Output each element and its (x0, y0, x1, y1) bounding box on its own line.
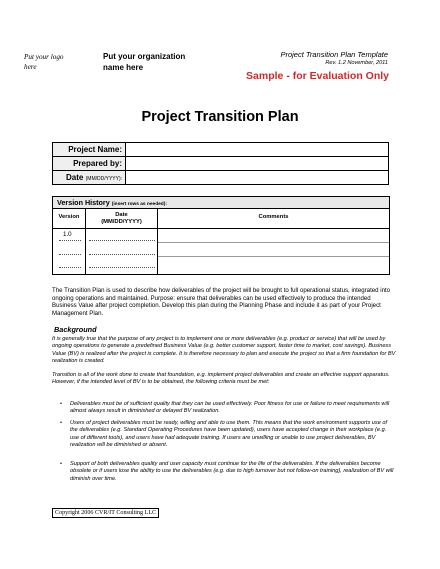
organization-name-placeholder: Put your organization name here (103, 52, 186, 72)
row-divider (89, 267, 155, 268)
bullet-marker: • (60, 461, 62, 467)
row-divider (59, 267, 81, 268)
sample-notice: Sample - for Evaluation Only (246, 70, 389, 82)
background-heading: Background (54, 325, 97, 334)
copyright-notice: Copyright 2006 CVR/IT Consulting LLC (52, 508, 159, 518)
bullet-marker: • (60, 420, 62, 426)
column-header-date-format: (MM/DD/YYYY) (101, 219, 142, 225)
version-history-header (53, 197, 389, 209)
column-header-date (86, 212, 157, 226)
header-divider (53, 228, 389, 229)
template-revision: Rev. 1.2 November, 2011 (325, 60, 388, 66)
date-format-hint: (MM/DD/YYYY): (85, 176, 122, 182)
background-paragraph-1: It is generally true that the purpose of any project is to implement one or more deliverables (e.g. product or service) that will be used by ongoing operations to generate a predefined Business Value (e.g. better customer support, faster time to market, cost savings). Business Value (BV) is realized after the project is complete. It is therefore necessary to plan and execute the project so that a firm foundation for BV realization is created. (52, 336, 396, 365)
intro-paragraph: The Transition Plan is used to describe how deliverables of the project will be brought to full operational status, integrated into ongoing operations and maintained. Purpose: ensure that deliverables can be used effectively to produce the intended Business Value after project completion. Develop this plan during the Planning Phase and include it as part of your Project Management Plan. (52, 287, 391, 318)
project-name-row (53, 143, 389, 157)
column-header-version: Version (58, 214, 80, 220)
column-header-comments: Comments (258, 214, 289, 220)
row-divider (59, 254, 81, 255)
logo-placeholder: Put your logo here (24, 53, 64, 71)
document-title: Project Transition Plan (141, 109, 299, 125)
row-divider (59, 240, 81, 241)
row-divider (89, 240, 155, 241)
bullet-text: Users of project deliverables must be ready, willing and able to use them. This means that the work environment supports use of the deliverables (e.g. Standard Operating Procedures have been updated), users have accepted change in their workplace (e.g. use of different tools), and users have had adequate training. If users are unwilling or unable to use project deliverables, BV realization will be diminished or absent. (70, 420, 388, 449)
template-title: Project Transition Plan Template (280, 50, 388, 59)
date-label: Date (66, 173, 84, 182)
prepared-by-field[interactable] (126, 157, 389, 171)
date-field[interactable] (126, 171, 389, 185)
row-divider (89, 254, 155, 255)
background-paragraph-2: Transition is all of the work done to create that foundation, e.g. implement project deliverables and create an effective support apparatus. However, if the intended level of BV is to be obtained, the following criteria must be met: (52, 372, 390, 386)
criteria-bullet (60, 461, 395, 483)
version-history-note: (insert rows as needed): (111, 202, 167, 207)
project-info-table (52, 142, 389, 185)
project-name-label: Project Name: (53, 143, 126, 157)
row-divider (158, 242, 389, 243)
date-label-cell (53, 171, 126, 185)
row-divider (158, 256, 389, 257)
column-header-date-label: Date (115, 212, 128, 218)
prepared-by-label: Prepared by: (53, 157, 126, 171)
bullet-marker: • (60, 401, 62, 407)
bullet-text: Support of both deliverables quality and user capacity must continue for the life of the deliverables. If the deliverables become obsolete or if users lose the ability to use the deliverables (e.g. due to high turnover but not follow-on training), realization of BV will diminish over time. (70, 461, 394, 482)
criteria-bullet (60, 420, 395, 450)
version-history-heading: Version History (57, 198, 110, 207)
date-row (53, 171, 389, 185)
version-history-table (52, 196, 390, 275)
bullet-text: Deliverables must be of sufficient quality that they can be used effectively. Poor fitness for use or failure to meet requirements will almost always result in diminished or delayed BV realization. (70, 401, 390, 415)
prepared-by-row (53, 157, 389, 171)
project-name-field[interactable] (126, 143, 389, 157)
criteria-bullet (60, 401, 395, 416)
version-cell[interactable]: 1.0 (63, 231, 72, 238)
